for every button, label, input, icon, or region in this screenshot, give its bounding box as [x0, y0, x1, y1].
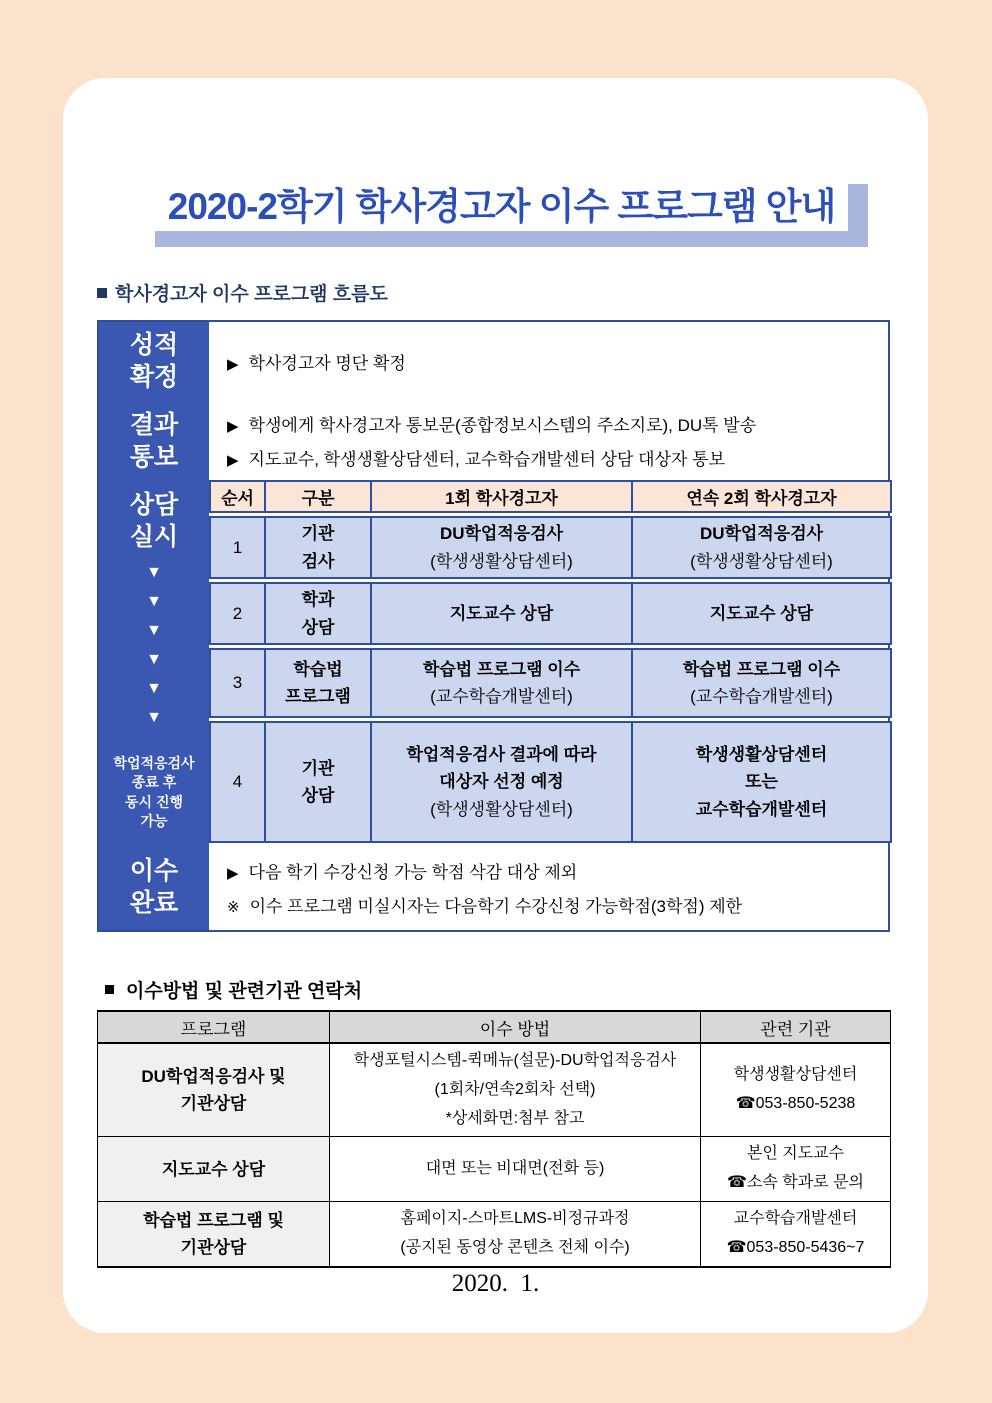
column-header: 순서	[209, 480, 264, 513]
cell-order: 1	[209, 516, 264, 579]
cell-order: 3	[209, 648, 264, 718]
bullet-item: ※ 이수 프로그램 미실시자는 다음학기 수강신청 가능학점(3학점) 제한	[227, 896, 743, 916]
down-arrow-icon: ▼	[146, 680, 162, 697]
reference-mark-icon: ※	[227, 898, 240, 916]
counseling-table-header-row	[209, 480, 892, 513]
triangle-bullet-icon: ▶	[227, 355, 239, 373]
column-header: 이수 방법	[330, 1011, 701, 1043]
table-row	[98, 1137, 891, 1202]
triangle-bullet-icon: ▶	[227, 864, 239, 882]
bullet-item: ▶ 다음 학기 수강신청 가능 학점 삭감 대상 제외	[227, 862, 578, 882]
table-row	[209, 721, 892, 843]
counseling-table	[209, 477, 892, 846]
page-title: 2020-2학기 학사경고자 이수 프로그램 안내	[167, 186, 836, 227]
down-arrow-icon: ▼	[146, 622, 162, 639]
bullet-item: ▶ 지도교수, 학생생활상담센터, 교수학습개발센터 상담 대상자 통보	[227, 449, 726, 469]
column-header: 프로그램	[98, 1011, 330, 1043]
table-row	[98, 1043, 891, 1137]
cell-organization: 본인 지도교수 ☎소속 학과로 문의	[701, 1137, 891, 1202]
stage-counseling	[99, 480, 209, 844]
contact-section-heading	[105, 976, 362, 1003]
result-notice-content	[209, 400, 888, 480]
cell-organization: 교수학습개발센터 ☎053-850-5436~7	[701, 1201, 891, 1266]
cell-type: 학습법 프로그램	[264, 648, 370, 718]
title-underline-bar	[155, 231, 848, 247]
cell-second-warning: DU학업적응검사 (학생생활상담센터)	[631, 516, 892, 579]
contact-section-heading-text: 이수방법 및 관련기관 연락처	[126, 981, 363, 1002]
stage-label-line: 실시	[129, 523, 179, 551]
down-arrow-icon: ▼	[146, 709, 162, 726]
document-card	[63, 78, 928, 1333]
stage-label-line: 성적	[129, 331, 179, 359]
cell-program: DU학업적응검사 및 기관상담	[98, 1043, 330, 1137]
phone-number: ☎소속 학과로 문의	[726, 1174, 864, 1192]
triangle-bullet-icon: ▶	[227, 417, 239, 435]
contact-table-header-row	[98, 1011, 891, 1043]
square-bullet-icon	[105, 985, 114, 994]
cell-second-warning: 지도교수 상담	[631, 582, 892, 645]
phone-number: ☎053-850-5238	[735, 1095, 856, 1113]
cell-type: 기관 상담	[264, 721, 370, 843]
cell-order: 4	[209, 721, 264, 843]
down-arrow-icon: ▼	[146, 593, 162, 610]
stage-label-line: 통보	[129, 443, 179, 471]
bullet-item: ▶ 학생에게 학사경고자 통보문(종합정보시스템의 주소지로), DU톡 발송	[227, 415, 757, 435]
column-header: 연속 2회 학사경고자	[631, 480, 892, 513]
stage-label-line: 확정	[129, 363, 179, 391]
down-arrow-icon: ▼	[146, 564, 162, 581]
stage-grade-confirm	[99, 322, 209, 400]
title-accent-bar	[848, 184, 868, 247]
bullet-item: ▶ 학사경고자 명단 확정	[227, 353, 406, 373]
cell-first-warning: 지도교수 상담	[370, 582, 631, 645]
cell-program: 지도교수 상담	[98, 1137, 330, 1202]
cell-organization: 학생생활상담센터 ☎053-850-5238	[701, 1043, 891, 1137]
completion-content	[209, 844, 888, 930]
down-arrow-icon: ▼	[146, 651, 162, 668]
stage-label-line: 결과	[129, 411, 179, 439]
flow-arrows	[146, 565, 162, 726]
stage-result-notice	[99, 400, 209, 480]
cell-program: 학습법 프로그램 및 기관상담	[98, 1201, 330, 1266]
contact-table	[97, 1010, 891, 1268]
cell-method: 홈페이지-스마트LMS-비정규과정 (공지된 동영상 콘텐츠 전체 이수)	[330, 1201, 701, 1266]
triangle-bullet-icon: ▶	[227, 451, 239, 469]
column-header: 1회 학사경고자	[370, 480, 631, 513]
column-header: 구분	[264, 480, 370, 513]
cell-method: 학생포털시스템-퀵메뉴(설문)-DU학업적응검사 (1회차/연속2회차 선택) *상세화면:첨부 참고	[330, 1043, 701, 1137]
stage-counseling-note: 학업적응검사 종료 후 동시 진행 가능	[113, 754, 195, 830]
flow-stage-sidebar	[99, 322, 209, 930]
cell-second-warning: 학습법 프로그램 이수 (교수학습개발센터)	[631, 648, 892, 718]
table-row	[209, 516, 892, 579]
cell-type: 기관 검사	[264, 516, 370, 579]
cell-first-warning: 학습법 프로그램 이수 (교수학습개발센터)	[370, 648, 631, 718]
flow-content	[209, 322, 888, 930]
cell-first-warning: 학업적응검사 결과에 따라 대상자 선정 예정 (학생생활상담센터)	[370, 721, 631, 843]
flow-diagram	[97, 320, 890, 932]
cell-second-warning: 학생생활상담센터 또는 교수학습개발센터	[631, 721, 892, 843]
table-row	[209, 582, 892, 645]
cell-order: 2	[209, 582, 264, 645]
phone-number: ☎053-850-5436~7	[726, 1238, 865, 1256]
cell-method: 대면 또는 비대면(전화 등)	[330, 1137, 701, 1202]
stage-completion	[99, 844, 209, 930]
grade-confirm-content	[209, 322, 888, 400]
cell-first-warning: DU학업적응검사 (학생생활상담센터)	[370, 516, 631, 579]
stage-label-line: 상담	[129, 491, 179, 519]
flow-section-heading	[97, 279, 388, 306]
square-bullet-icon	[97, 288, 107, 298]
table-row	[209, 648, 892, 718]
stage-label-line: 완료	[129, 889, 179, 917]
cell-type: 학과 상담	[264, 582, 370, 645]
flow-section-heading-text: 학사경고자 이수 프로그램 흐름도	[115, 284, 388, 305]
table-row	[98, 1201, 891, 1266]
footer-date: 2020. 1.	[451, 1270, 540, 1297]
stage-label-line: 이수	[129, 857, 179, 885]
column-header: 관련 기관	[701, 1011, 891, 1043]
counseling-content	[209, 480, 888, 844]
